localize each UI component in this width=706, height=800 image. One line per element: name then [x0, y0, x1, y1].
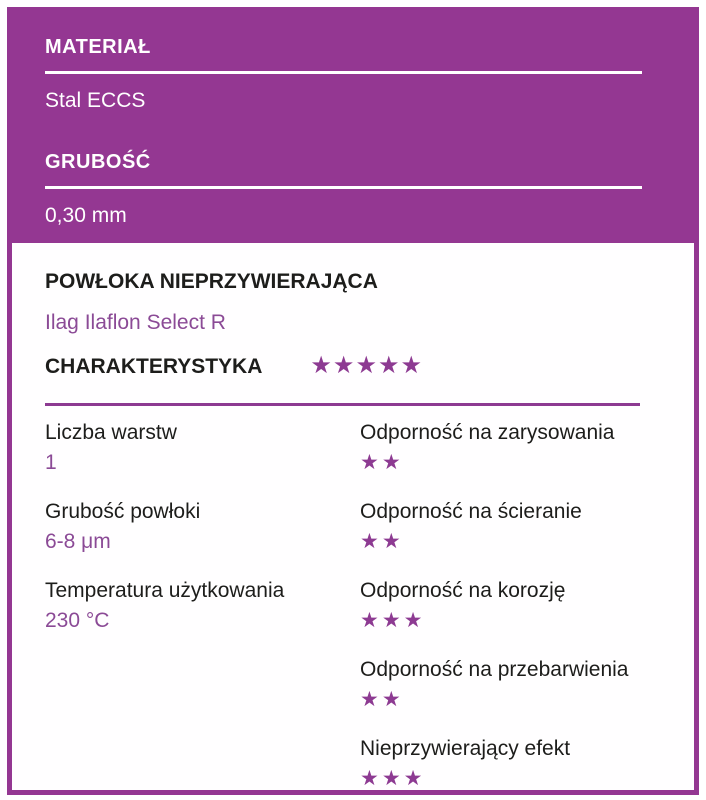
specs-column: [45, 420, 360, 795]
rating-stars-icon: ★★: [360, 451, 404, 474]
rating-label: Odporność na korozję: [360, 579, 566, 602]
material-field: [45, 37, 649, 112]
rating-label: Nieprzywierający efekt: [360, 737, 571, 760]
rating-label: Odporność na przebarwienia: [360, 658, 629, 681]
thickness-label: GRUBOŚĆ: [45, 151, 151, 173]
spec-label: Grubość powłoki: [45, 500, 201, 523]
spec-item: [45, 420, 360, 475]
spec-value: 1: [45, 451, 57, 474]
thickness-value: 0,30 mm: [45, 204, 127, 227]
spec-label: Temperatura użytkowania: [45, 579, 285, 602]
material-label: MATERIAŁ: [45, 36, 151, 58]
rating-stars-icon: ★★★: [360, 609, 426, 632]
characteristics-divider: [45, 403, 640, 406]
rating-stars-icon: ★★★: [360, 767, 426, 790]
characteristics-header: [45, 353, 654, 379]
rating-item: [360, 578, 654, 633]
characteristics-title: CHARAKTERYSTYKA: [45, 354, 263, 378]
rating-item: [360, 657, 654, 712]
rating-stars-icon: ★★: [360, 688, 404, 711]
coating-section: [7, 243, 699, 795]
material-section: [7, 7, 699, 243]
rating-label: Odporność na ścieranie: [360, 500, 582, 523]
thickness-divider: [45, 186, 642, 189]
material-value: Stal ECCS: [45, 89, 146, 112]
spec-value: 230 °C: [45, 609, 110, 632]
ratings-column: [360, 420, 654, 795]
rating-label: Odporność na zarysowania: [360, 421, 615, 444]
spec-label: Liczba warstw: [45, 421, 177, 444]
coating-section-title: POWŁOKA NIEPRZYWIERAJĄCA: [45, 270, 378, 293]
rating-item: [360, 736, 654, 791]
spec-item: [45, 499, 360, 554]
thickness-field: [45, 152, 649, 227]
spec-item: [45, 578, 360, 633]
coating-name: Ilag Ilaflon Select R: [45, 311, 226, 334]
rating-item: [360, 499, 654, 554]
characteristics-columns: [45, 420, 654, 795]
rating-stars-icon: ★★: [360, 530, 404, 553]
spec-value: 6-8 μm: [45, 530, 111, 553]
rating-item: [360, 420, 654, 475]
material-divider: [45, 71, 642, 74]
product-spec-card: [7, 7, 699, 795]
overall-rating-stars-icon: ★★★★★: [310, 352, 423, 379]
